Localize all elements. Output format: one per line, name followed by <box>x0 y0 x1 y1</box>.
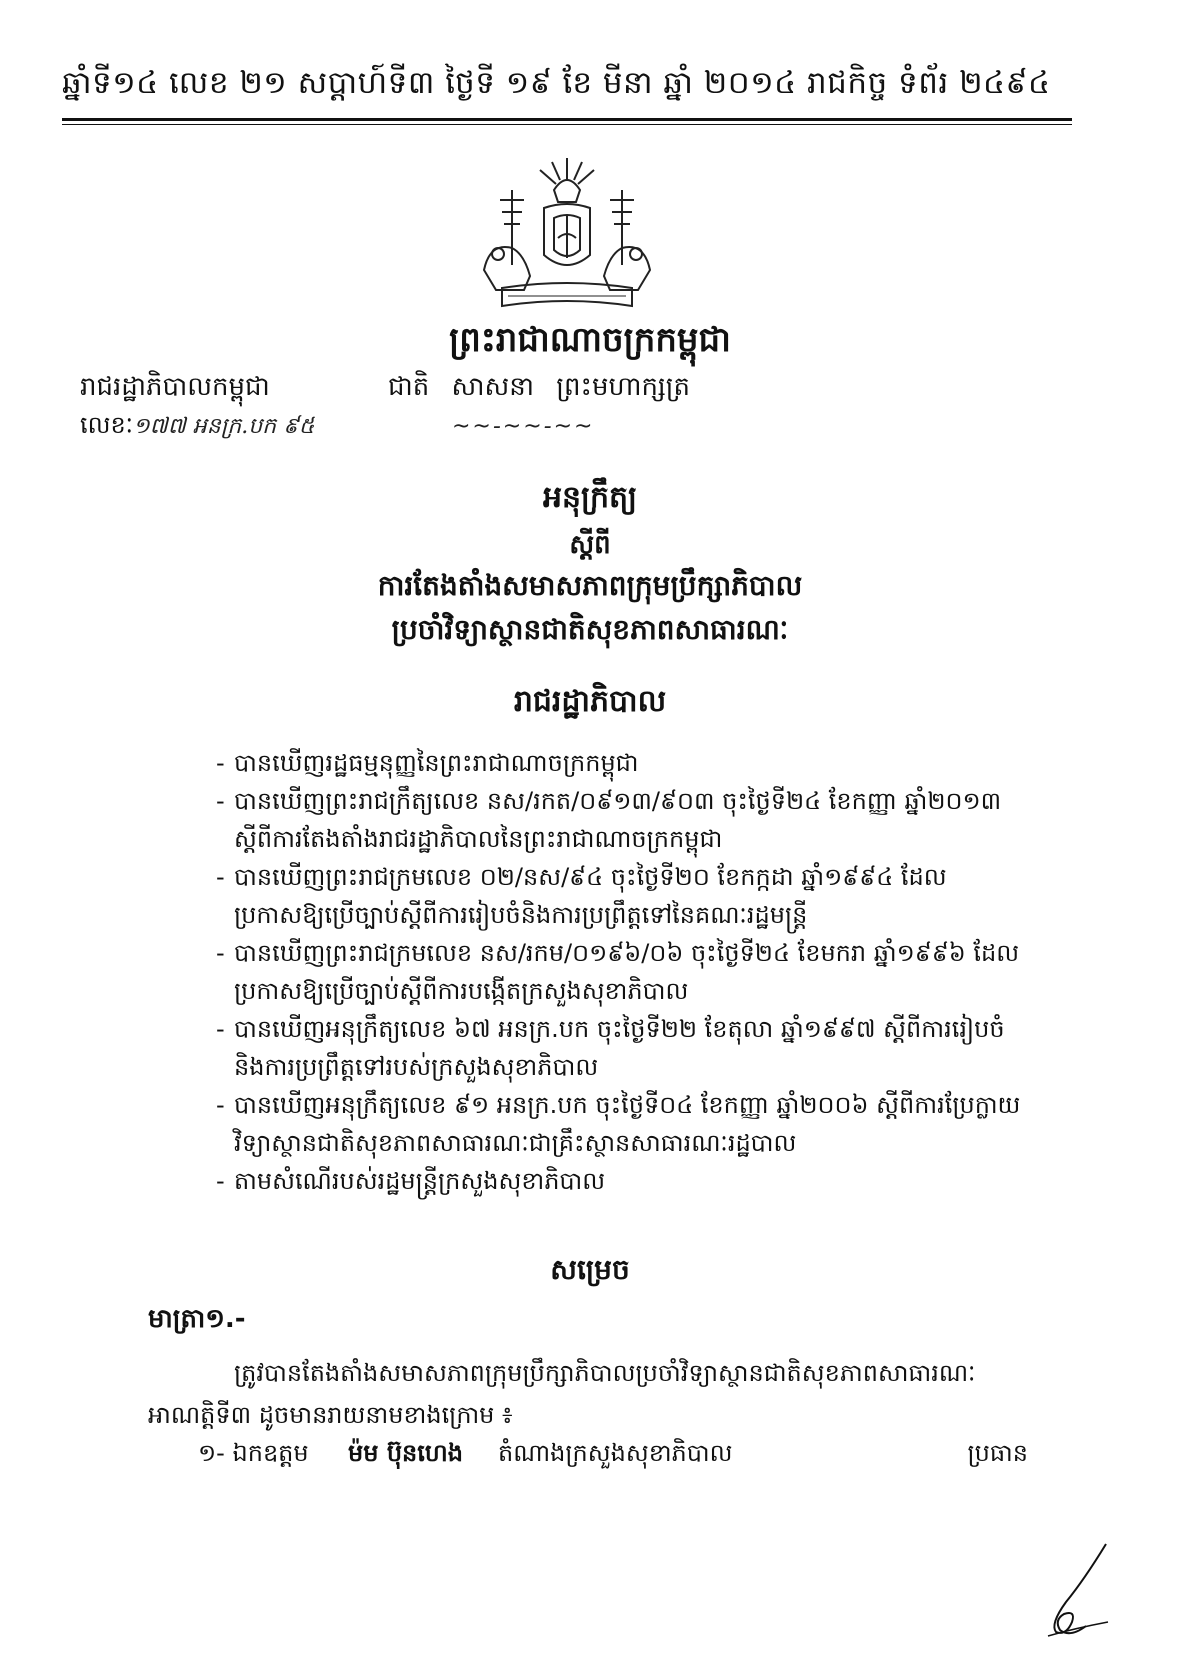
header-rule <box>62 118 1072 121</box>
kingdom-name: ព្រះរាជាណាចក្រកម្ពុជា <box>449 320 731 360</box>
document-type: អនុក្រឹត្យ <box>542 480 638 515</box>
document-about: ស្តីពី <box>569 530 611 560</box>
motto-ornament: ~~-~~-~~ <box>452 414 595 439</box>
preamble-item: - បានឃើញព្រះរាជក្រមលេខ ០២/នស/៩៤ ចុះថ្ងៃទី២០ ខែកក្កដា ឆ្នាំ១៩៩៤ ដែលប្រកាសឱ្យប្រើច្បាប់ស្តីពីការរៀបចំនិងការប្រព្រឹត្តទៅនៃគណៈរដ្ឋមន្ត្រី <box>216 863 947 929</box>
royal-coat-of-arms-icon <box>472 150 662 315</box>
handwritten-initial-icon <box>1036 1540 1116 1640</box>
preamble-list <box>216 744 1026 1200</box>
member-role: ប្រធាន <box>967 1439 1028 1467</box>
decision-heading: សម្រេច <box>550 1253 630 1286</box>
preamble-item: - បានឃើញអនុក្រឹត្យលេខ ៦៧ អនក្រ.បក ចុះថ្ងៃទី២២ ខែតុលា ឆ្នាំ១៩៩៧ ស្តីពីការរៀបចំនិងការប្រព្រឹត្តទៅរបស់ក្រសួងសុខាភិបាល <box>216 1015 1005 1081</box>
gazette-header: ឆ្នាំទី១៤ លេខ ២១ សប្តាហ៍ទី៣ ថ្ងៃទី ១៩ ខែ មីនា ឆ្នាំ ២០១៤ រាជកិច្ច ទំព័រ ២៤៩៤ <box>62 65 1051 101</box>
member-name: ម៉ម ប៊ុនហេង <box>348 1439 463 1467</box>
member-representing: តំណាងក្រសួងសុខាភិបាល <box>498 1439 733 1467</box>
article-body: ត្រូវបានតែងតាំងសមាសភាពក្រុមប្រឹក្សាភិបាលប្រចាំវិទ្យាស្ថានជាតិសុខភាពសាធារណៈ អាណត្តិទី៣ ដូចមានរាយនាមខាងក្រោម ៖ <box>148 1359 976 1429</box>
article-number: មាត្រា១.- <box>148 1304 246 1334</box>
preamble-item: - បានឃើញអនុក្រឹត្យលេខ ៩១ អនក្រ.បក ចុះថ្ងៃទី០៤ ខែកញ្ញា ឆ្នាំ២០០៦ ស្តីពីការប្រែក្លាយវិទ្យាស្ថានជាតិសុខភាពសាធារណៈជាគ្រឹះស្ថានសាធារណៈរដ្ឋបាល <box>216 1091 1021 1157</box>
preamble-item: - បានឃើញព្រះរាជក្រមលេខ នស/រកម/០១៩៦/០៦ ចុះថ្ងៃទី២៤ ខែមករា ឆ្នាំ១៩៩៦ ដែលប្រកាសឱ្យប្រើច្បាប់ស្តីពីការបង្កើតក្រសួងសុខាភិបាល <box>216 939 1020 1005</box>
preamble-item: - បានឃើញព្រះរាជក្រឹត្យលេខ នស/រកត/០៩១៣/៩០៣ ចុះថ្ងៃទី២៤ ខែកញ្ញា ឆ្នាំ២០១៣ ស្តីពីការតែងតាំងរាជរដ្ឋាភិបាលនៃព្រះរាជាណាចក្រកម្ពុជា <box>216 787 1002 853</box>
subject-line-1: ការតែងតាំងសមាសភាពក្រុមប្រឹក្សាភិបាល <box>377 569 803 602</box>
issuing-authority: រាជរដ្ឋាភិបាលកម្ពុជា <box>80 372 270 402</box>
preamble-item: - បានឃើញរដ្ឋធម្មនុញ្ញនៃព្រះរាជាណាចក្រកម្ពុជា <box>216 749 639 777</box>
reference-number <box>80 410 314 445</box>
subject-line-2: ប្រចាំវិទ្យាស្ថានជាតិសុខភាពសាធារណៈ <box>391 613 789 646</box>
header-rule-thin <box>62 124 1072 125</box>
member-row <box>198 1438 1028 1474</box>
reference-label: លេខៈ <box>80 411 134 439</box>
preamble-item: - តាមសំណើរបស់រដ្ឋមន្ត្រីក្រសួងសុខាភិបាល <box>216 1167 606 1195</box>
national-motto: ជាតិ សាសនា ព្រះមហាក្សត្រ <box>388 372 690 402</box>
member-number: ១- ឯកឧត្តម <box>198 1439 309 1467</box>
issuer-heading: រាជរដ្ឋាភិបាល <box>513 684 667 719</box>
reference-value: ១៧៧ អនក្រ.បក ៩៥ <box>133 414 315 439</box>
